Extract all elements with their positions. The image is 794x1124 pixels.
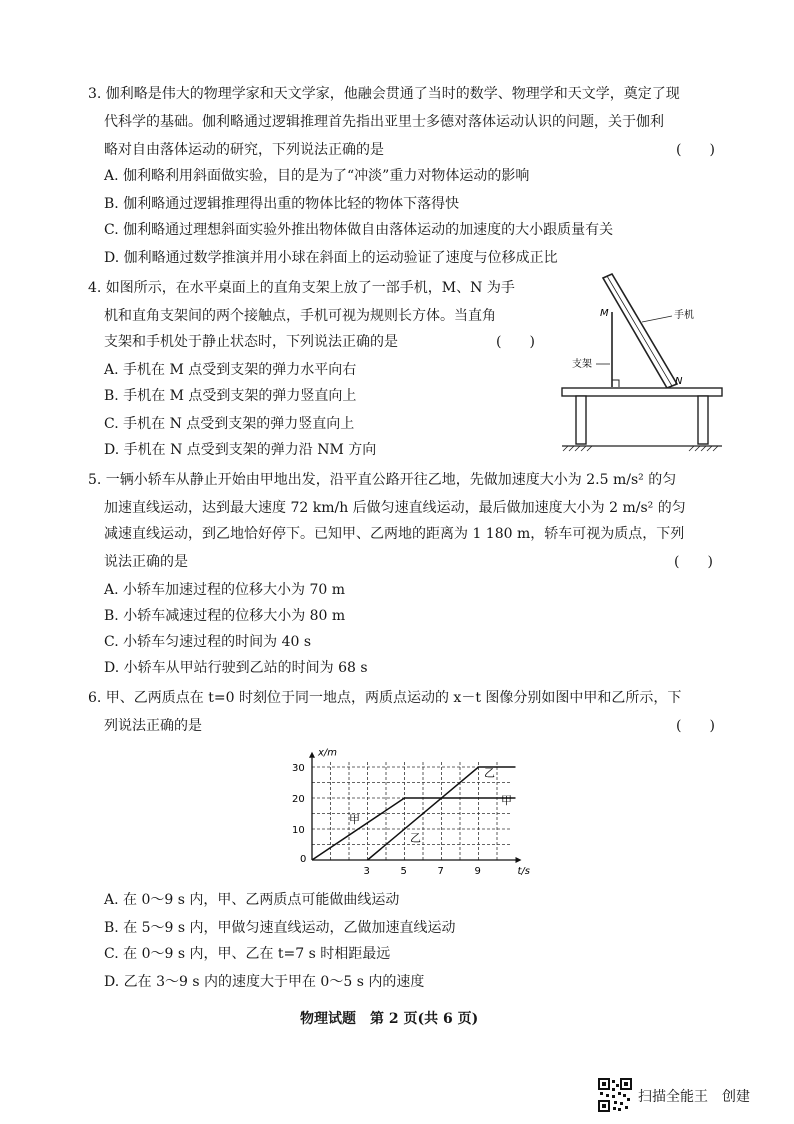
x-axis-arrow [516,857,522,863]
phone-inner-edge [607,276,672,386]
y-axis-label: x/m [318,747,338,759]
y-axis-arrow [309,752,315,758]
q3-answer-paren: ( ) [676,142,715,158]
qr-code-icon [598,1078,632,1112]
q6-line-2: 列说法正确的是 [104,718,202,734]
q5-option-b: B. 小轿车减速过程的位移大小为 80 m [104,608,346,624]
phone-shape [603,274,677,388]
label-stand: 支架 [572,359,592,370]
y-tick-label: 30 [292,763,305,774]
q6-option-c: C. 在 0～9 s 内，甲、乙在 t=7 s 时相距最远 [104,946,391,962]
x-tick-label: 3 [363,866,370,877]
x-axis-label: t/s [517,866,530,877]
q4-option-b: B. 手机在 M 点受到支架的弹力竖直向上 [104,388,357,404]
q6-answer-paren: ( ) [676,718,715,734]
phone-label-leader [642,316,672,322]
q3-line-2: 代科学的基础。伽利略通过逻辑推理首先指出亚里士多德对落体运动认识的问题，关于伽利 [104,114,664,130]
series-label-yi-end: 乙 [484,766,496,780]
q4-option-a: A. 手机在 M 点受到支架的弹力水平向右 [104,362,357,378]
label-phone: 手机 [674,310,694,321]
q5-line-1: 5. 一辆小轿车从静止开始由甲地出发，沿平直公路开往乙地，先做加速度大小为 2.5 m/s² 的匀 [88,472,677,488]
q6-option-b: B. 在 5～9 s 内，甲做匀速直线运动，乙做加速直线运动 [104,920,456,936]
q6-line-1: 6. 甲、乙两质点在 t=0 时刻位于同一地点，两质点运动的 x－t 图像分别如图中甲和乙所示，下 [88,690,682,706]
q4-answer-paren: ( ) [496,334,535,350]
q3-line-3: 略对自由落体运动的研究，下列说法正确的是 [104,142,384,158]
q4-phone-stand-figure [560,272,730,452]
q5-line-2: 加速直线运动，达到最大速度 72 km/h 后做匀速直线运动，最后做加速度大小为 2 m/s² 的匀 [104,500,686,516]
x-tick-label: 7 [437,866,444,877]
q4-line-3: 支架和手机处于静止状态时，下列说法正确的是 [104,334,398,350]
q4-option-d: D. 手机在 N 点受到支架的弹力沿 NM 方向 [104,442,377,458]
q4-line-1: 4. 如图所示，在水平桌面上的直角支架上放了一部手机，M、N 为手 [88,280,515,296]
q5-line-3: 减速直线运动，到乙地恰好停下。已知甲、乙两地的距离为 1 180 m，轿车可视为质点，下列 [104,526,685,542]
q3-line-1: 3. 伽利略是伟大的物理学家和天文学家，他融会贯通了当时的数学、物理学和天文学，奠定了现 [88,86,680,102]
q3-option-b: B. 伽利略通过逻辑推理得出重的物体比轻的物体下落得快 [104,196,460,212]
q3-option-d: D. 伽利略通过数学推演并用小球在斜面上的运动验证了速度与位移成正比 [104,250,558,266]
q3-option-a: A. 伽利略利用斜面做实验，目的是为了“冲淡”重力对物体运动的影响 [104,168,530,184]
q5-option-a: A. 小轿车加速过程的位移大小为 70 m [104,582,346,598]
scanner-watermark: 扫描全能王 创建 [638,1089,750,1105]
series-label-yi: 乙 [410,831,422,845]
label-m: M [600,308,609,319]
q5-option-d: D. 小轿车从甲站行驶到乙站的时间为 68 s [104,660,368,676]
floor-hatching [563,446,718,451]
x-tick-label: 0 [300,854,307,865]
q4-line-2: 机和直角支架间的两个接触点，手机可视为规则长方体。当直角 [104,308,496,324]
q6-option-a: A. 在 0～9 s 内，甲、乙两质点可能做曲线运动 [104,892,400,908]
q5-answer-paren: ( ) [674,554,713,570]
label-n: N [675,376,683,387]
q3-option-c: C. 伽利略通过理想斜面实验外推出物体做自由落体运动的加速度的大小跟质量有关 [104,222,614,238]
series-label-jia-end: 甲 [501,794,512,808]
table-top [562,388,722,396]
q4-option-c: C. 手机在 N 点受到支架的弹力竖直向上 [104,416,355,432]
y-tick-label: 10 [292,825,305,836]
table-leg-right [698,396,708,444]
q5-option-c: C. 小轿车匀速过程的时间为 40 s [104,634,312,650]
x-tick-label: 9 [474,866,481,877]
table-leg-left [576,396,586,444]
page-footer: 物理试题 第 2 页(共 6 页) [300,1011,479,1027]
y-tick-label: 20 [292,794,305,805]
chart-grid [312,761,512,860]
q5-line-4: 说法正确的是 [104,554,188,570]
x-tick-label: 5 [400,866,407,877]
q6-option-d: D. 乙在 3～9 s 内的速度大于甲在 0～5 s 内的速度 [104,974,425,990]
q6-xt-chart [280,738,540,884]
series-label-jia: 甲 [349,812,360,826]
right-angle-mark [612,380,619,387]
